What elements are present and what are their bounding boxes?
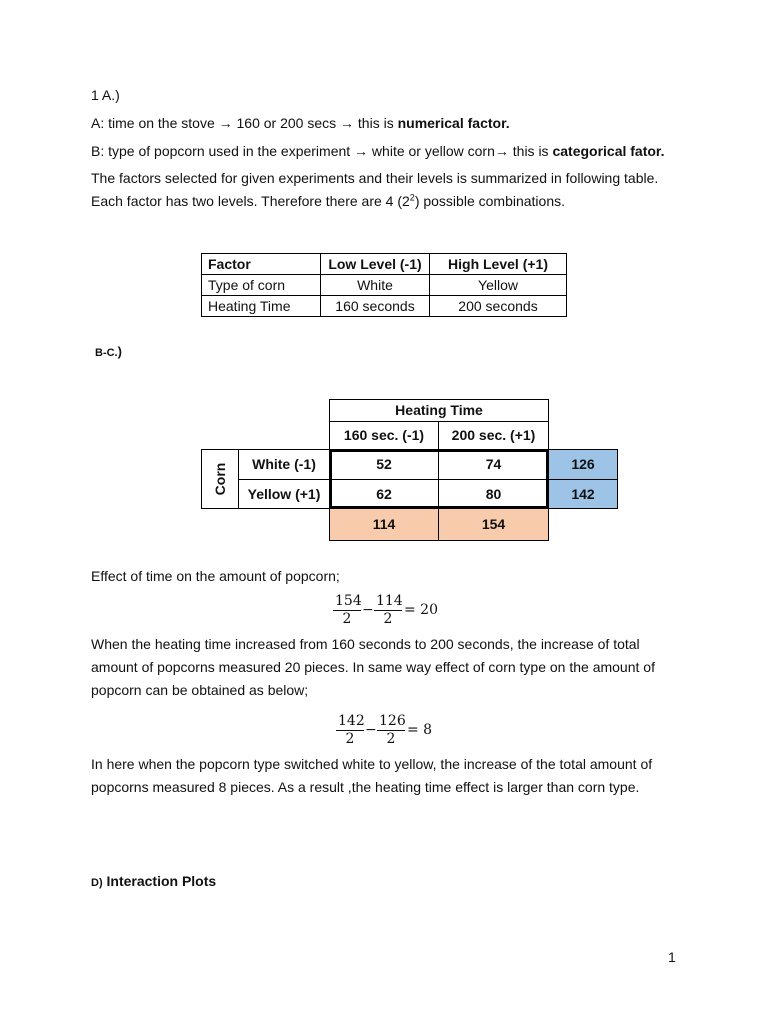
time-effect-paragraph-3: popcorn can be obtained as below; <box>91 682 309 698</box>
section-d-title: Interaction Plots <box>106 873 217 889</box>
corn-group-header <box>201 449 239 509</box>
heating-time-header: Heating Time <box>329 399 549 422</box>
table-header-cell: Low Level (-1) <box>321 254 430 275</box>
col-header-160: 160 sec. (-1) <box>329 421 439 450</box>
table-header-row <box>202 254 567 275</box>
section-d-label: D) <box>91 877 103 889</box>
row-total-yellow: 142 <box>548 479 618 509</box>
fraction-126-over-2 <box>377 713 405 747</box>
time-effect-paragraph-1: When the heating time increased from 160 seconds to 200 seconds, the increase of total <box>91 636 640 652</box>
value-white-160: 52 <box>329 449 439 480</box>
fraction-142-over-2 <box>336 713 364 747</box>
denominator: 2 <box>342 611 352 627</box>
value-yellow-160: 62 <box>329 479 439 509</box>
denominator: 2 <box>386 731 396 747</box>
corn-effect-paragraph-1: In here when the popcorn type switched white to yellow, the increase of the total amount of <box>91 756 653 772</box>
table-cell: White <box>321 275 430 296</box>
minus-sign: − <box>365 722 377 738</box>
value-yellow-200: 80 <box>438 479 549 509</box>
table-header-cell: High Level (+1) <box>430 254 567 275</box>
numerator: 154 <box>335 593 362 609</box>
numerator: 142 <box>338 713 365 729</box>
factor-b-type: categorical fator. <box>552 143 665 159</box>
col-total-200: 154 <box>438 508 549 541</box>
time-effect-equation <box>333 593 443 633</box>
col-total-160: 114 <box>329 508 439 541</box>
table-row <box>202 275 567 296</box>
col-header-200: 200 sec. (+1) <box>438 421 549 450</box>
factor-a-line <box>91 113 510 133</box>
table-cell: Heating Time <box>202 296 321 317</box>
table-cell: Yellow <box>430 275 567 296</box>
denominator: 2 <box>345 731 355 747</box>
factor-b-line <box>91 141 665 161</box>
section-1a-heading: 1 A.) <box>91 87 120 103</box>
corn-effect-equation <box>336 713 446 753</box>
time-effect-intro: Effect of time on the amount of popcorn; <box>91 568 340 584</box>
table-cell: 160 seconds <box>321 296 430 317</box>
factor-b-text: B: type of popcorn used in the experiment → white or yellow corn→ this is <box>91 143 553 159</box>
corn-label: Corn <box>212 462 228 496</box>
equals-result: = 20 <box>404 602 438 618</box>
numerator: 126 <box>379 713 406 729</box>
time-effect-paragraph-2: amount of popcorns measured 20 pieces. In same way effect of corn type on the amount of <box>91 659 655 675</box>
table-cell: Type of corn <box>202 275 321 296</box>
factor-levels-table <box>201 253 567 317</box>
equals-result: = 8 <box>407 722 433 738</box>
page-number: 1 <box>668 949 676 965</box>
table-row <box>202 296 567 317</box>
summary-text-before: Each factor has two levels. Therefore there are 4 (2 <box>91 193 410 209</box>
numerator: 114 <box>376 593 403 609</box>
section-d-heading <box>91 871 216 893</box>
row-header-yellow: Yellow (+1) <box>238 479 330 509</box>
section-bc-paren: ) <box>117 344 122 359</box>
row-total-white: 126 <box>548 449 618 480</box>
summary-paragraph-2 <box>91 191 565 211</box>
value-white-200: 74 <box>438 449 549 480</box>
factor-a-type: numerical factor. <box>397 115 510 131</box>
summary-exponent: 2 <box>409 192 415 203</box>
summary-text-after: ) possible combinations. <box>414 193 565 209</box>
fraction-114-over-2 <box>374 593 402 627</box>
summary-paragraph-1: The factors selected for given experiments and their levels is summarized in following table. <box>91 170 659 186</box>
table-cell: 200 seconds <box>430 296 567 317</box>
fraction-154-over-2 <box>333 593 361 627</box>
row-header-white: White (-1) <box>238 449 330 480</box>
section-bc-label: B-C. <box>95 347 118 359</box>
section-bc-heading <box>95 344 122 361</box>
corn-effect-paragraph-2: popcorns measured 8 pieces. As a result ,the heating time effect is larger than corn type. <box>91 779 640 795</box>
factor-a-text: A: time on the stove → 160 or 200 secs → this is <box>91 115 398 131</box>
table-header-cell: Factor <box>202 254 321 275</box>
denominator: 2 <box>383 611 393 627</box>
minus-sign: − <box>362 602 374 618</box>
